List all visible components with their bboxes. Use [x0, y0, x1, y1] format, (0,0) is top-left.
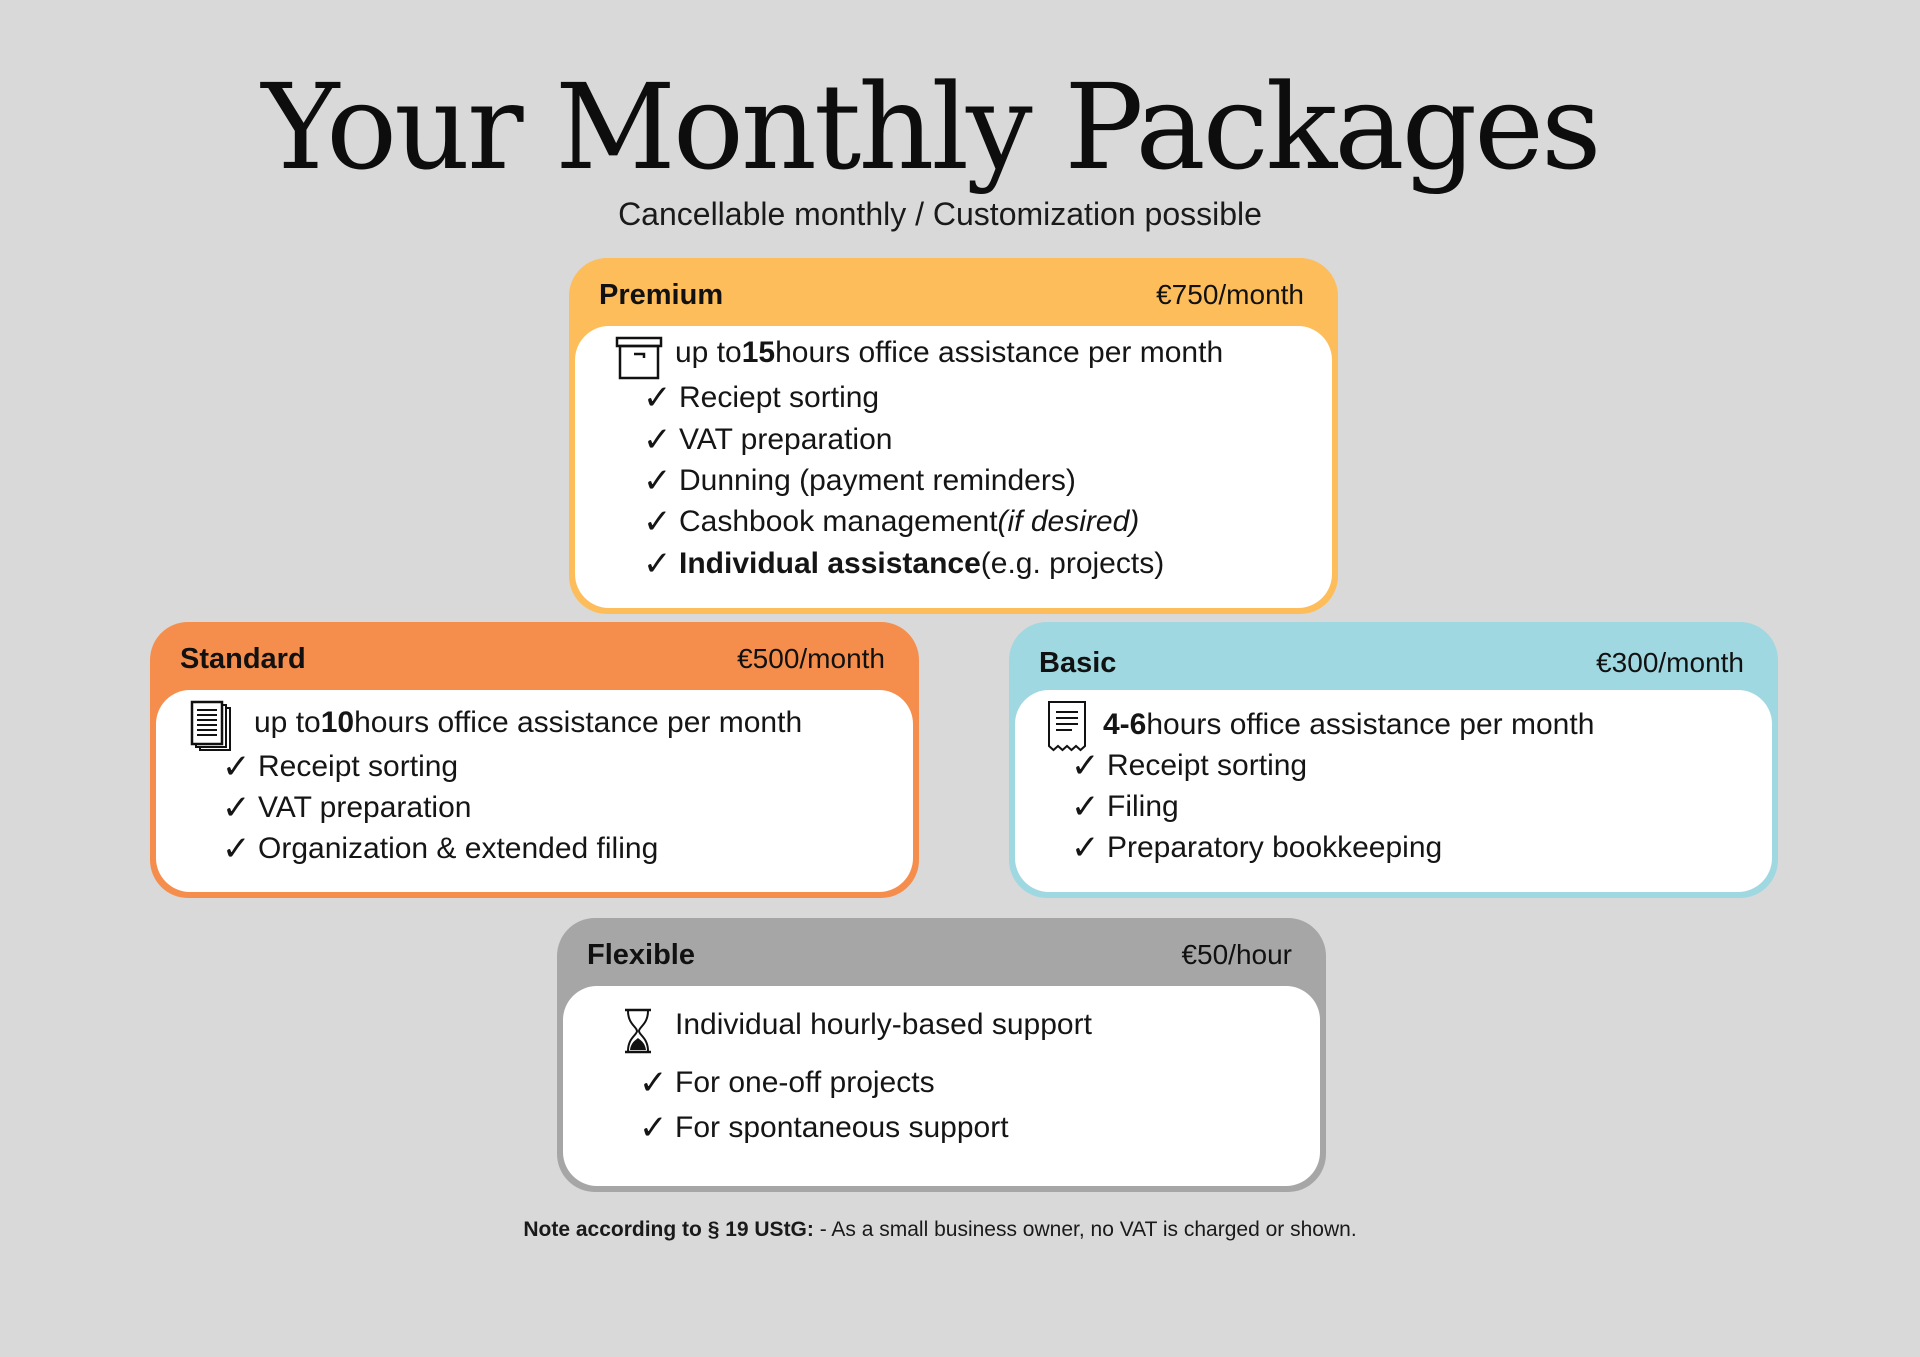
list-item: ✓ Individual assistance (e.g. projects) — [643, 545, 1165, 583]
list-item: ✓ VAT preparation — [643, 421, 893, 459]
note-label: Note according to § 19 UStG: — [523, 1218, 814, 1241]
flexible-card-body — [563, 986, 1320, 1186]
package-price: €300/month — [1596, 647, 1744, 678]
list-item: ✓ Filing — [1071, 788, 1179, 826]
check-icon: ✓ — [639, 1064, 668, 1102]
premium-card-header — [575, 264, 1332, 326]
basic-card-header — [1015, 628, 1772, 690]
hours-value: 4-6 — [1103, 708, 1147, 741]
page-title: Your Monthly Packages — [261, 58, 1599, 196]
archive-box-icon — [615, 336, 663, 380]
standard-package-card — [150, 622, 919, 898]
premium-card-body — [575, 326, 1332, 608]
check-icon: ✓ — [222, 748, 251, 786]
premium-package-card — [569, 258, 1338, 614]
check-icon: ✓ — [643, 421, 672, 459]
check-icon: ✓ — [222, 830, 251, 868]
check-icon: ✓ — [643, 462, 672, 500]
flexible-summary: Individual hourly-based support — [675, 1008, 1092, 1041]
check-icon: ✓ — [643, 503, 672, 541]
check-icon: ✓ — [222, 789, 251, 827]
note-text: - As a small business owner, no VAT is charged or shown. — [813, 1218, 1357, 1241]
hourglass-icon — [623, 1008, 653, 1054]
package-name: Standard — [180, 642, 306, 675]
package-name: Premium — [599, 278, 724, 311]
page-subtitle: Cancellable monthly / Customization possible — [618, 196, 1262, 232]
check-icon: ✓ — [1071, 788, 1100, 826]
basic-card-body — [1015, 690, 1772, 892]
package-name: Basic — [1039, 646, 1117, 679]
standard-card-body — [156, 690, 913, 892]
list-item: ✓ VAT preparation — [222, 789, 472, 827]
standard-card-header — [156, 628, 913, 690]
check-icon: ✓ — [639, 1109, 668, 1147]
standard-summary: up to 10 hours office assistance per month — [254, 706, 803, 739]
check-icon: ✓ — [1071, 829, 1100, 867]
list-item: ✓ Organization & extended filing — [222, 830, 659, 868]
package-price: €50/hour — [1181, 939, 1292, 970]
item-note: (if desired) — [997, 505, 1140, 538]
check-icon: ✓ — [643, 545, 672, 583]
check-icon: ✓ — [643, 379, 672, 417]
list-item: ✓ Receipt sorting — [222, 748, 459, 786]
list-item: ✓ Dunning (payment reminders) — [643, 462, 1076, 500]
package-price: €500/month — [737, 643, 885, 674]
vat-note — [0, 1218, 1880, 1242]
basic-package-card — [1009, 622, 1778, 898]
package-price: €750/month — [1156, 279, 1304, 310]
hours-value: 15 — [741, 336, 776, 369]
flexible-package-card — [557, 918, 1326, 1192]
document-stack-icon — [190, 700, 234, 754]
basic-summary: 4-6 hours office assistance per month — [1103, 708, 1595, 741]
flexible-card-header — [563, 924, 1320, 986]
receipt-icon — [1045, 700, 1089, 752]
hours-value: 10 — [320, 706, 355, 739]
list-item: ✓ Receipt sorting — [1071, 747, 1308, 785]
list-item: ✓ Preparatory bookkeeping — [1071, 829, 1443, 867]
list-item: ✓ For spontaneous support — [639, 1109, 1009, 1147]
list-item: ✓ Reciept sorting — [643, 379, 880, 417]
check-icon: ✓ — [1071, 747, 1100, 785]
list-item: ✓ For one-off projects — [639, 1064, 935, 1102]
premium-summary: up to 15 hours office assistance per month — [675, 336, 1224, 369]
list-item: ✓ Cashbook management (if desired) — [643, 503, 1140, 541]
package-name: Flexible — [587, 938, 695, 971]
